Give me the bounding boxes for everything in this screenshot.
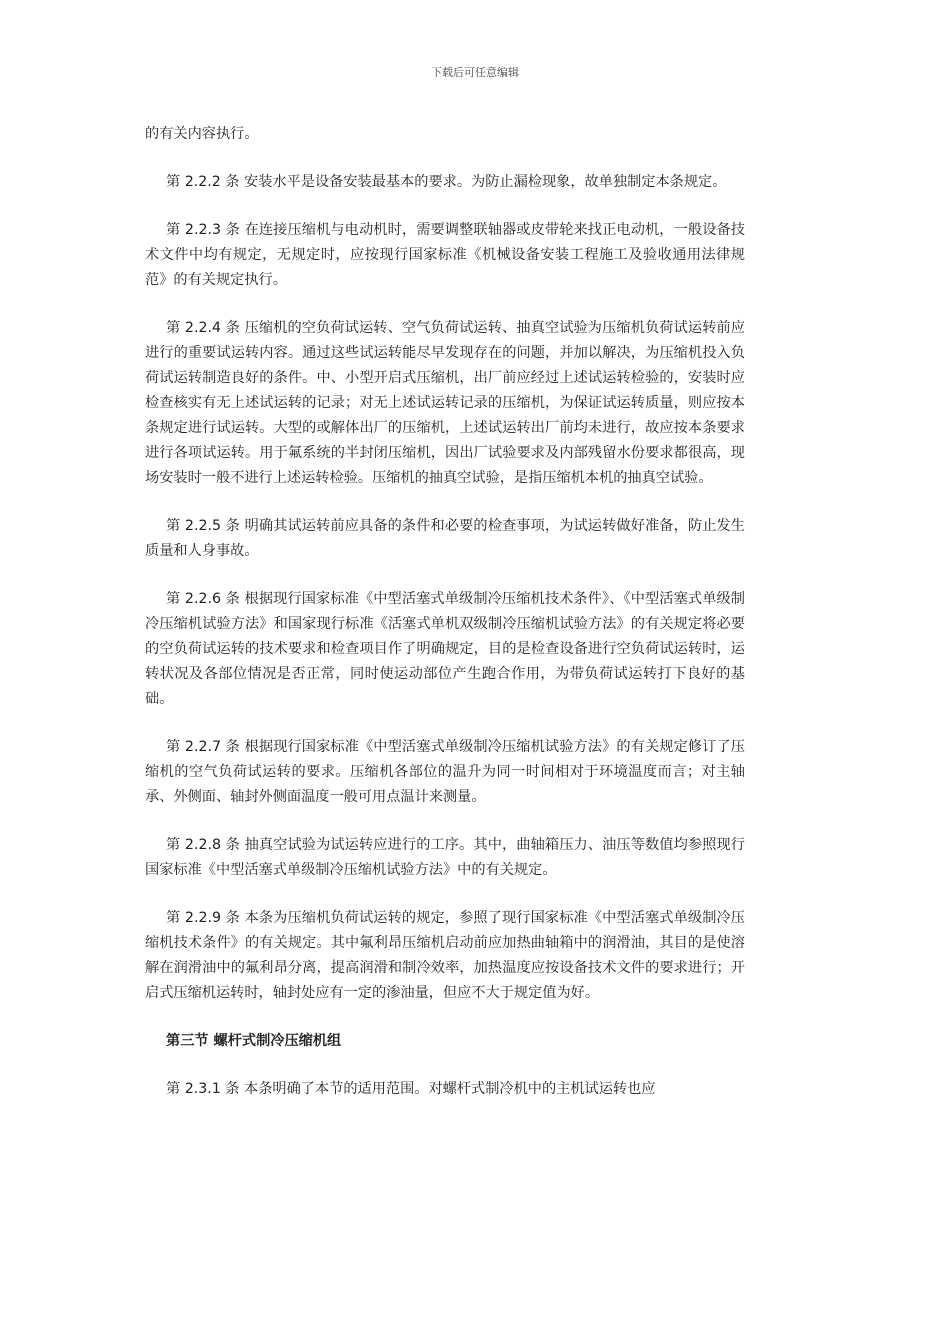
clause-2-2-4	[145, 316, 745, 491]
clause-text: 本条明确了本节的适用范围。对螺杆式制冷机中的主机试运转也应	[239, 1081, 656, 1097]
clause-2-2-2	[145, 170, 745, 195]
clause-text: 本条为压缩机负荷试运转的规定，参照了现行国家标准《中型活塞式单级制冷压缩机技术条件》的有关规定。其中氟利昂压缩机启动前应加热曲轴箱中的润滑油，其目的是使溶解在润滑油中的氟利昂分离，提高润滑和制冷效率，加热温度应按设备技术文件的要求进行；开启式压缩机运转时，轴封处应有一定的渗油量，但应不大于规定值为好。	[145, 910, 745, 1001]
document-body	[145, 122, 745, 1125]
clause-number: 第 2.2.7 条	[166, 739, 240, 755]
clause-text: 根据现行国家标准《中型活塞式单级制冷压缩机试验方法》的有关规定修订了压缩机的空气负荷试运转的要求。压缩机各部位的温升为同一时间相对于环境温度而言；对主轴承、外侧面、轴封外侧面温度一般可用点温计来测量。	[145, 739, 745, 805]
clause-number: 第 2.2.9 条	[166, 910, 240, 926]
clause-2-2-7	[145, 735, 745, 810]
page-header-note: 下载后可任意编辑	[431, 66, 519, 79]
section-heading: 第三节 螺杆式制冷压缩机组	[166, 1033, 342, 1049]
paragraph-continuation	[145, 122, 745, 147]
clause-number: 第 2.2.4 条	[166, 320, 240, 336]
clause-2-2-6	[145, 587, 745, 712]
paragraph-text: 的有关内容执行。	[145, 126, 259, 142]
clause-number: 第 2.2.6 条	[166, 591, 240, 607]
clause-text: 抽真空试验为试运转应进行的工序。其中，曲轴箱压力、油压等数值均参照现行国家标准《中型活塞式单级制冷压缩机试验方法》中的有关规定。	[145, 837, 745, 878]
clause-number: 第 2.2.8 条	[166, 837, 240, 853]
clause-2-2-5	[145, 514, 745, 564]
clause-number: 第 2.3.1 条	[166, 1081, 240, 1097]
clause-text: 安装水平是设备安装最基本的要求。为防止漏检现象，故单独制定本条规定。	[239, 174, 727, 190]
clause-number: 第 2.2.2 条	[166, 174, 240, 190]
clause-text: 压缩机的空负荷试运转、空气负荷试运转、抽真空试验为压缩机负荷试运转前应进行的重要试运转内容。通过这些试运转能尽早发现存在的问题，并加以解决，为压缩机投入负荷试运转制造良好的条件。中、小型开启式压缩机，出厂前应经过上述试运转检验的，安装时应检查核实有无上述试运转的记录；对无上述试运转记录的压缩机，为保证试运转质量，则应按本条规定进行试运转。大型的或解体出厂的压缩机，上述试运转出厂前均未进行，故应按本条要求进行各项试运转。用于氟系统的半封闭压缩机，因出厂试验要求及内部残留水份要求都很高，现场安装时一般不进行上述运转检验。压缩机的抽真空试验，是指压缩机本机的抽真空试验。	[145, 320, 745, 486]
clause-text: 根据现行国家标准《中型活塞式单级制冷压缩机技术条件》、《中型活塞式单级制冷压缩机试验方法》和国家现行标准《活塞式单机双级制冷压缩机试验方法》的有关规定将必要的空负荷试运转的技术要求和检查项目作了明确规定，目的是检查设备进行空负荷试运转时，运转状况及各部位情况是否正常，同时使运动部位产生跑合作用，为带负荷试运转打下良好的基础。	[145, 591, 745, 707]
clause-2-2-8	[145, 833, 745, 883]
clause-2-2-9	[145, 906, 745, 1006]
clause-number: 第 2.2.5 条	[166, 518, 240, 534]
clause-text: 明确其试运转前应具备的条件和必要的检查事项，为试运转做好准备，防止发生质量和人身事故。	[145, 518, 745, 559]
clause-2-2-3	[145, 218, 745, 293]
clause-2-3-1	[145, 1077, 745, 1102]
clause-number: 第 2.2.3 条	[166, 222, 240, 238]
clause-text: 在连接压缩机与电动机时，需要调整联轴器或皮带轮来找正电动机，一般设备技术文件中均有规定，无规定时，应按现行国家标准《机械设备安装工程施工及验收通用法律规范》的有关规定执行。	[145, 222, 745, 288]
